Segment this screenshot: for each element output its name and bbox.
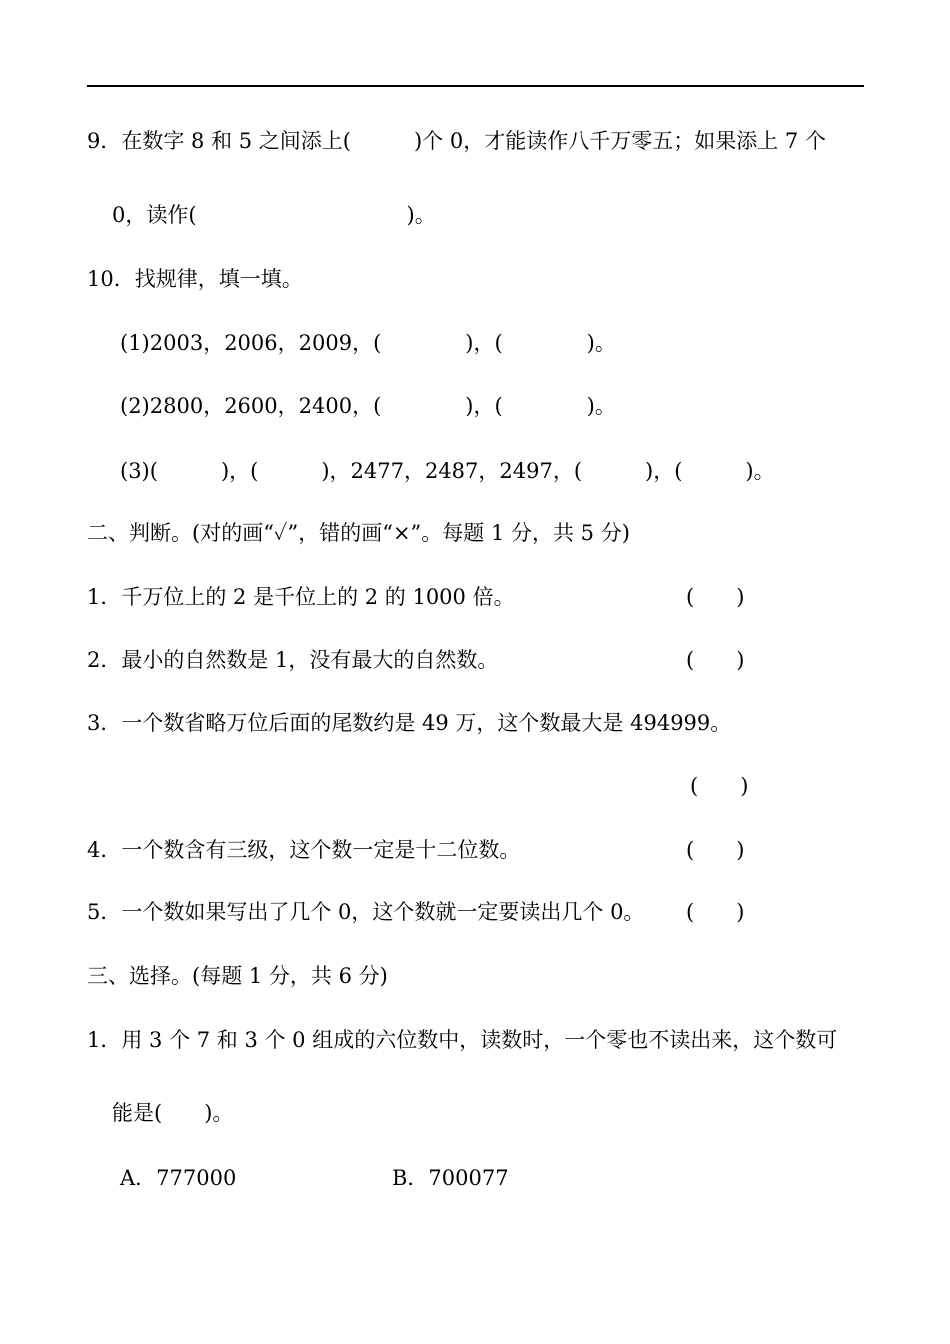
judgment-answer-1[interactable]: ( ) [686,585,745,609]
question-10-item-3: (3)( )，( )，2477，2487，2497，( )，( )。 [120,459,775,483]
choice-option-a[interactable]: A．777000 [120,1166,237,1190]
question-10-item-2: (2)2800，2600，2400，( )，( )。 [120,394,616,418]
question-10-item-1: (1)2003，2006，2009，( )，( )。 [120,331,616,355]
section-3-heading: 三、选择。(每题 1 分，共 6 分) [87,964,388,988]
question-9-line-2: 0，读作( )。 [112,203,436,227]
judgment-answer-3[interactable]: ( ) [690,774,749,798]
judgment-answer-2[interactable]: ( ) [686,648,745,672]
judgment-item-4: 4．一个数含有三级，这个数一定是十二位数。 [87,838,521,862]
question-10-title: 10．找规律，填一填。 [87,267,303,291]
judgment-answer-5[interactable]: ( ) [686,900,745,924]
judgment-item-1: 1．千万位上的 2 是千位上的 2 的 1000 倍。 [87,585,515,609]
judgment-item-3: 3．一个数省略万位后面的尾数约是 49 万，这个数最大是 494999。 [87,711,732,735]
choice-question-1-line-2: 能是( )。 [112,1101,234,1125]
judgment-item-5: 5．一个数如果写出了几个 0，这个数就一定要读出几个 0。 [87,900,645,924]
header-rule [87,85,864,87]
section-2-heading: 二、判断。(对的画“✓”，错的画“×”。每题 1 分，共 5 分) [87,521,630,545]
choice-option-b[interactable]: B．700077 [392,1166,509,1190]
question-9-line-1: 9．在数字 8 和 5 之间添上( )个 0，才能读作八千万零五；如果添上 7 个 [87,129,826,153]
judgment-item-2: 2．最小的自然数是 1，没有最大的自然数。 [87,648,499,672]
choice-question-1-line-1: 1．用 3 个 7 和 3 个 0 组成的六位数中，读数时，一个零也不读出来，这个数可 [87,1028,838,1052]
judgment-answer-4[interactable]: ( ) [686,838,745,862]
